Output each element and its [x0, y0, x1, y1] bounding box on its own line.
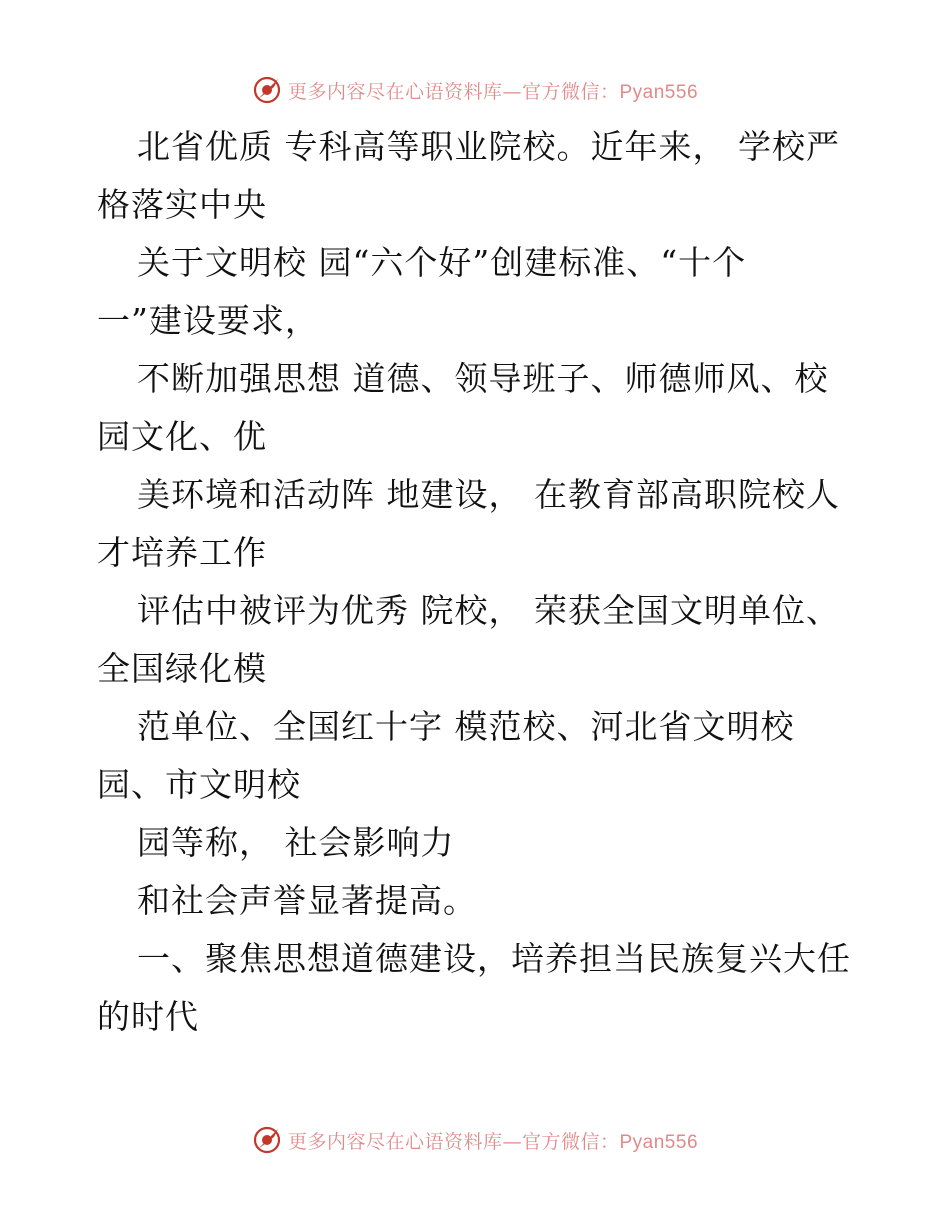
- paragraph-line: 格落实中央: [97, 185, 267, 224]
- paragraph-line: 园等称， 社会影响力: [137, 823, 455, 862]
- quill-logo-icon: [252, 75, 282, 105]
- document-body: [97, 118, 867, 1046]
- paragraph-line: 园、市文明校: [97, 765, 301, 804]
- paragraph-line: 园文化、优: [97, 417, 267, 456]
- watermark-text: 更多内容尽在心语资料库—官方微信：Pyan556: [287, 1130, 699, 1153]
- paragraph-line: 北省优质 专科高等职业院校。近年来， 学校严: [137, 127, 840, 166]
- paragraph-line: 全国绿化模: [97, 649, 267, 688]
- watermark-text: 更多内容尽在心语资料库—官方微信：Pyan556: [287, 80, 699, 103]
- quill-logo-icon: [252, 1125, 282, 1155]
- paragraph-line: 和社会声誉显著提高。: [137, 881, 477, 920]
- wechat-id: Pyan556: [619, 81, 699, 103]
- footer-watermark: [0, 1120, 950, 1160]
- paragraph-line: 关于文明校 园“六个好”创建标准、“十个: [137, 243, 747, 282]
- header-watermark: [0, 70, 950, 110]
- paragraph-line: 不断加强思想 道德、领导班子、师德师风、校: [137, 359, 829, 398]
- section-heading-continuation: 的时代: [97, 997, 199, 1036]
- paragraph-line: 评估中被评为优秀 院校， 荣获全国文明单位、: [137, 591, 840, 630]
- paragraph-line: 才培养工作: [97, 533, 267, 572]
- paragraph-line: 范单位、全国红十字 模范校、河北省文明校: [137, 707, 795, 746]
- wechat-id: Pyan556: [619, 1131, 699, 1153]
- section-heading: 一、聚焦思想道德建设，培养担当民族复兴大任: [137, 939, 851, 978]
- paragraph-line: 一”建设要求，: [97, 301, 319, 340]
- paragraph-line: 美环境和活动阵 地建设， 在教育部高职院校人: [137, 475, 840, 514]
